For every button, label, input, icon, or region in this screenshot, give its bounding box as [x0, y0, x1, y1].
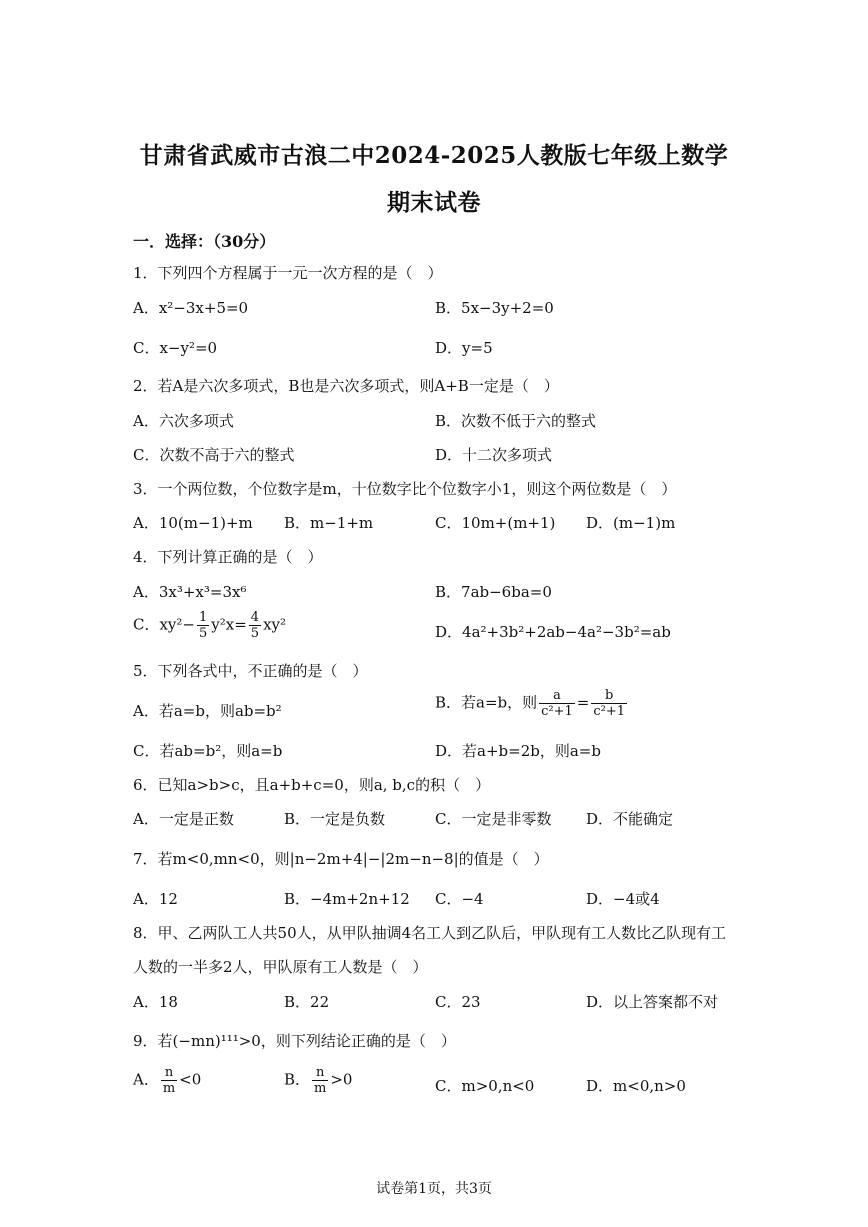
question-8-stem-line2: 人数的一半多2人，甲队原有工人数是（ ） — [133, 958, 428, 976]
question-2-option-a: A．六次多项式 — [133, 412, 234, 430]
question-3-stem: 3．一个两位数，个位数字是m，十位数字比个位数字小1，则这个两位数是（ ） — [133, 480, 677, 498]
fraction-numerator: n — [161, 1065, 177, 1081]
question-9-option-d: D．m<0,n>0 — [586, 1077, 686, 1095]
fraction-denominator: m — [162, 1081, 176, 1096]
fraction — [591, 688, 627, 719]
question-2-option-b: B．次数不低于六的整式 — [435, 412, 597, 430]
question-9-option-a — [133, 1065, 201, 1096]
question-8-option-d: D．以上答案都不对 — [586, 993, 719, 1011]
equals-sign: = — [576, 693, 590, 712]
question-8-stem-line1: 8．甲、乙两队工人共50人，从甲队抽调4名工人到乙队后，甲队现有工人数比乙队现有工 — [133, 924, 727, 942]
fraction — [539, 688, 575, 719]
fraction-numerator: a — [539, 688, 575, 704]
question-8-option-c: C．23 — [435, 993, 481, 1011]
question-3-option-d: D．(m−1)m — [586, 514, 676, 532]
relation: >0 — [330, 1070, 353, 1089]
question-2-stem: 2．若A是六次多项式，B也是六次多项式，则A+B一定是（ ） — [133, 377, 559, 395]
question-9-option-b — [284, 1065, 352, 1096]
question-1-option-a: A．x²−3x+5=0 — [133, 299, 249, 317]
fraction — [312, 1065, 328, 1096]
fraction-denominator: m — [314, 1081, 327, 1096]
question-5-option-c: C．若ab=b²，则a=b — [133, 742, 283, 760]
question-3-option-a: A．10(m−1)+m — [133, 514, 253, 532]
question-4-option-d: D．4a²+3b²+2ab−4a²−3b²=ab — [435, 623, 671, 641]
question-8-option-b: B．22 — [284, 993, 330, 1011]
fraction — [197, 610, 209, 641]
option-label: A． — [133, 1070, 159, 1089]
question-8-option-a: A．18 — [133, 993, 178, 1011]
question-9-stem: 9．若(−mn)¹¹¹>0，则下列结论正确的是（ ） — [133, 1032, 456, 1050]
question-6-option-a: A．一定是正数 — [133, 810, 234, 828]
question-3-option-b: B．m−1+m — [284, 514, 374, 532]
question-4-option-a: A．3x³+x³=3x⁶ — [133, 583, 247, 601]
page-footer: 试卷第1页，共3页 — [376, 1181, 492, 1197]
question-2-option-c: C．次数不高于六的整式 — [133, 446, 295, 464]
fraction — [161, 1065, 177, 1096]
question-5-stem: 5．下列各式中，不正确的是（ ） — [133, 662, 368, 680]
question-6-option-c: C．一定是非零数 — [435, 810, 552, 828]
fraction-numerator: b — [591, 688, 627, 704]
question-1-option-b: B．5x−3y+2=0 — [435, 299, 554, 317]
fraction — [249, 610, 261, 641]
question-7-option-a: A．12 — [133, 890, 178, 908]
question-1-stem: 1．下列四个方程属于一元一次方程的是（ ） — [133, 264, 443, 282]
fraction-numerator: 1 — [199, 610, 208, 625]
fraction-numerator: n — [312, 1065, 328, 1081]
question-4-option-c-mid: y²x= — [211, 615, 247, 634]
question-5-option-d: D．若a+b=2b，则a=b — [435, 742, 601, 760]
fraction-denominator: 5 — [250, 626, 260, 641]
question-7-stem: 7．若m<0,mn<0，则|n−2m+4|−|2m−n−8|的值是（ ） — [133, 850, 549, 868]
question-9-option-c: C．m>0,n<0 — [435, 1077, 535, 1095]
question-1-option-c: C．x−y²=0 — [133, 339, 218, 357]
question-6-stem: 6．已知a>b>c，且a+b+c=0，则a, b,c的积（ ） — [133, 776, 491, 794]
question-4-option-b: B．7ab−6ba=0 — [435, 583, 552, 601]
question-6-option-b: B．一定是负数 — [284, 810, 386, 828]
question-7-option-c: C．−4 — [435, 890, 484, 908]
option-label: B． — [284, 1070, 311, 1089]
question-5-option-b — [435, 688, 629, 719]
question-5-option-a: A．若a=b，则ab=b² — [133, 702, 282, 720]
question-4-stem: 4．下列计算正确的是（ ） — [133, 548, 323, 566]
page-title-line2: 期末试卷 — [387, 189, 481, 216]
question-4-option-c — [133, 610, 286, 641]
section-heading: 一．选择：（30分） — [133, 232, 276, 251]
question-7-option-d: D．−4或4 — [586, 890, 660, 908]
fraction-denominator: 5 — [199, 626, 208, 641]
question-7-option-b: B．−4m+2n+12 — [284, 890, 410, 908]
question-2-option-d: D．十二次多项式 — [435, 446, 553, 464]
question-4-option-c-suffix: xy² — [263, 615, 287, 634]
relation: <0 — [179, 1070, 202, 1089]
question-3-option-c: C．10m+(m+1) — [435, 514, 556, 532]
question-5-option-b-prefix: B．若a=b，则 — [435, 693, 538, 712]
fraction-denominator: c²+1 — [541, 704, 573, 719]
page-title-line1: 甘肃省武威市古浪二中2024-2025人教版七年级上数学 — [139, 142, 729, 169]
question-6-option-d: D．不能确定 — [586, 810, 674, 828]
fraction-numerator: 4 — [250, 610, 260, 625]
question-1-option-d: D．y=5 — [435, 339, 493, 357]
fraction-denominator: c²+1 — [593, 704, 626, 719]
question-4-option-c-prefix: C．xy²− — [133, 615, 195, 634]
